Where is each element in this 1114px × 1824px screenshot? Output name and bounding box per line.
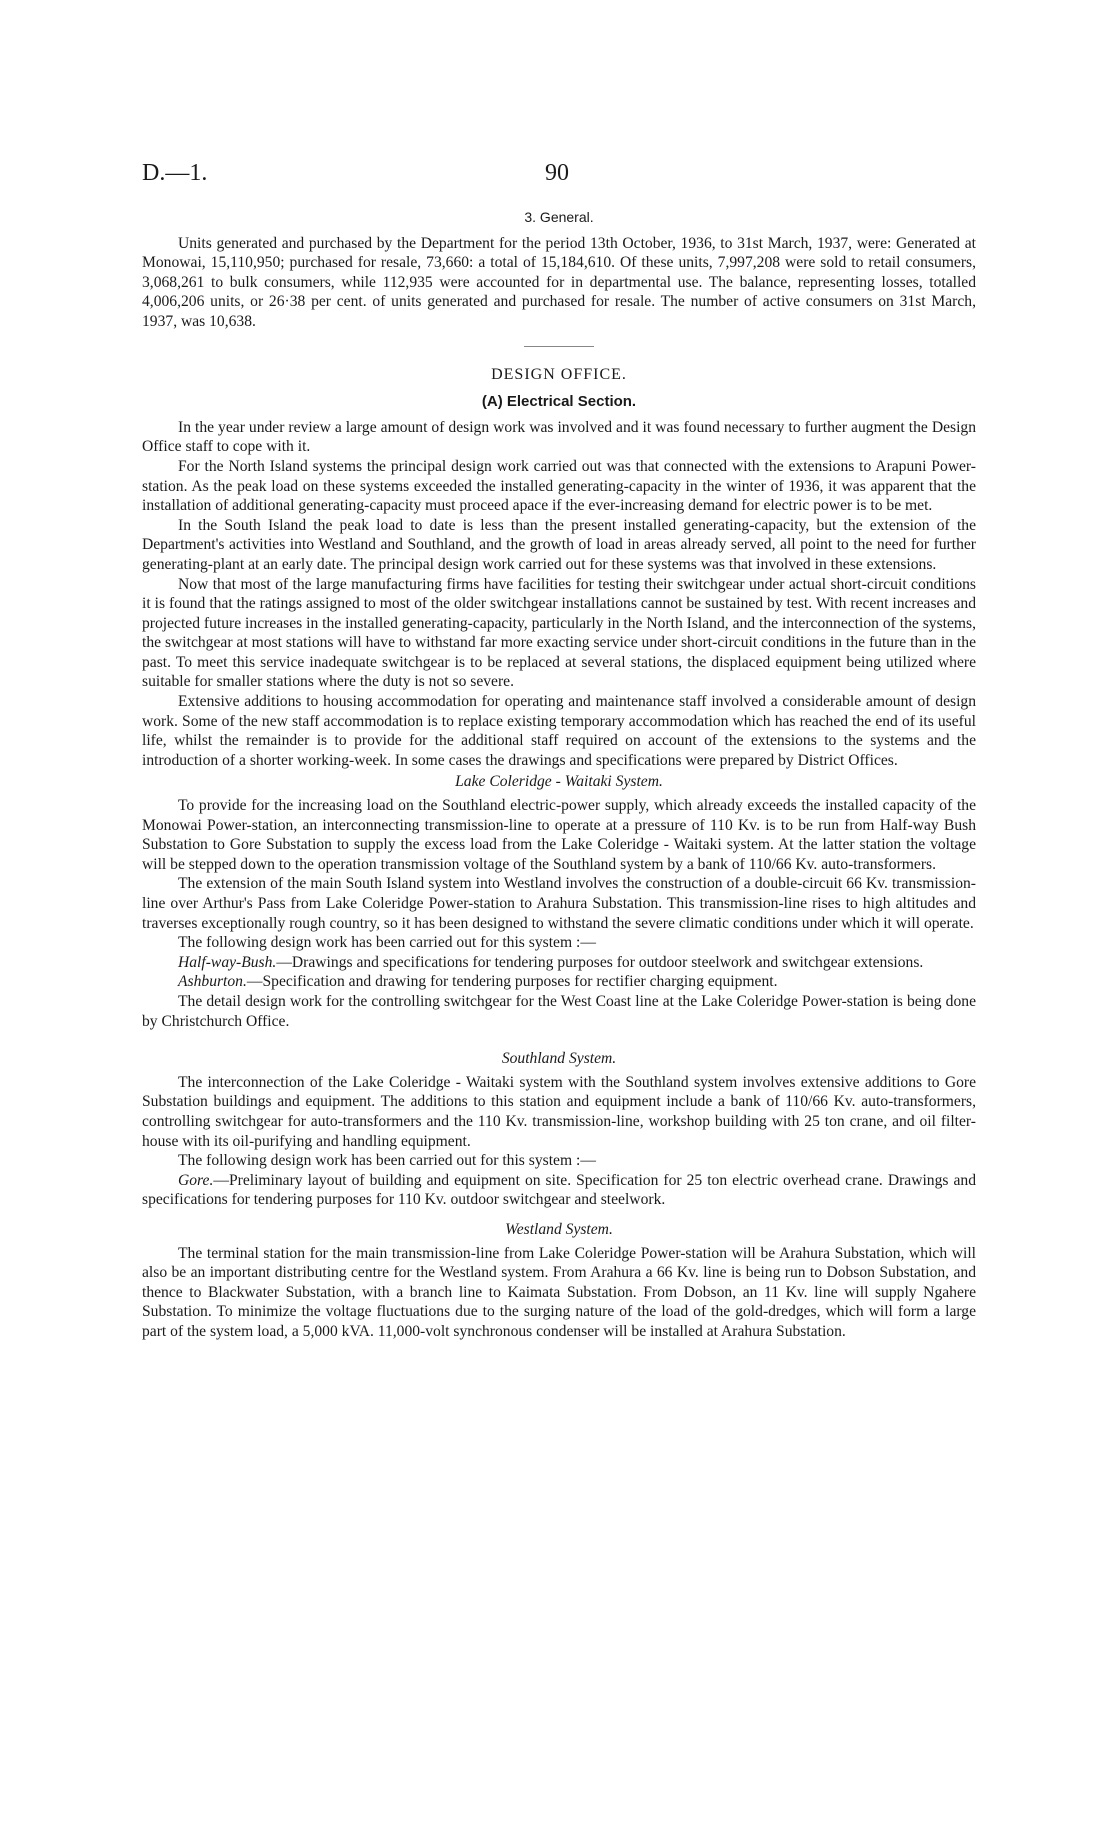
work-item-name: Gore. [178, 1171, 214, 1189]
work-item-name: Ashburton. [178, 973, 247, 991]
coleridge-system-heading: Lake Coleridge - Waitaki System. [455, 773, 663, 791]
page-header [0, 160, 1114, 190]
paragraph: In the year under review a large amount of design work was involved and it was found necessary to further augment the Design Office staff to cope with it. [142, 418, 976, 456]
work-item-name: Half-way-Bush. [178, 953, 277, 971]
general-paragraph: Units generated and purchased by the Department for the period 13th October, 1936, to 31st March, 1937, were: Generated at Monowai, 15,110,950; purchased for resale, 73,660: a total of 15,184,610. Of these units, 7,997,208 were sold to retail consumers, 3,068,261 to bulk consumers, while 112,935 were accounted for in departmental use. The balance, representing losses, totalled 4,006,206 units, or 26·38 per cent. of units generated and purchased for resale. The number of active consumers on 31st March, 1937, was 10,638. [142, 234, 976, 330]
westland-system-heading: Westland System. [505, 1220, 613, 1238]
work-item-text: —Specification and drawing for tendering purposes for rectifier charging equipment. [246, 973, 778, 991]
work-item-text: —Preliminary layout of building and equipment on site. Specification for 25 ton electric overhead crane. Drawings and specifications for tendering purposes for 110 Kv. outdoor switchgear and steelwork. [142, 1171, 976, 1209]
paragraph: The following design work has been carried out for this system :— [178, 934, 596, 952]
paragraph: The interconnection of the Lake Coleridge - Waitaki system with the Southland system involves extensive additions to Gore Substation buildings and equipment. The additions to this station and equipment include a bank of 110/66 Kv. auto-transformers, controlling switchgear for auto-transformers and the 110 Kv. transmission-line, workshop building with 25 ton crane, and oil filter-house with its oil-purifying and handling equipment. [142, 1073, 976, 1150]
page-number: 90 [545, 160, 569, 186]
work-item [142, 953, 976, 973]
page-body [142, 208, 976, 1341]
design-office-heading: DESIGN OFFICE. [491, 365, 627, 383]
paragraph: The following design work has been carried out for this system :— [178, 1152, 596, 1170]
paragraph: The detail design work for the controlling switchgear for the West Coast line at the Lake Coleridge Power-station is being done by Christchurch Office. [142, 992, 976, 1030]
document-code: D.—1. [142, 160, 208, 186]
paragraph: Extensive additions to housing accommodation for operating and maintenance staff involved a considerable amount of design work. Some of the new staff accommodation is to replace existing temporary accommodation which has reached the end of its useful life, whilst the remainder is to provide for the additional staff required on account of the extensions to the systems and the introduction of a shorter working-week. In some cases the drawings and specifications were prepared by District Offices. [142, 693, 976, 769]
section-divider [524, 346, 594, 347]
paragraph: The terminal station for the main transmission-line from Lake Coleridge Power-station will be Arahura Substation, which will also be an important distributing centre for the Westland system. From Arahura a 66 Kv. line is being run to Dobson Substation, and thence to Blackwater Substation, with a branch line to Kaimata Substation. From Dobson, an 11 Kv. line will supply Ngahere Substation. To minimize the voltage fluctuations due to the surging nature of the load of the gold-dredges, which will form a large part of the system load, a 5,000 kVA. 11,000-volt synchronous condenser will be installed at Arahura Substation. [142, 1244, 976, 1340]
work-item [142, 972, 976, 992]
southland-system-heading: Southland System. [501, 1050, 617, 1068]
electrical-section-heading: (A) Electrical Section. [481, 393, 637, 411]
work-item [142, 1171, 976, 1210]
section-heading-general: 3. General. [524, 209, 594, 225]
paragraph: To provide for the increasing load on the Southland electric-power supply, which already exceeds the installed capacity of the Monowai Power-station, an interconnecting transmission-line to operate at a pressure of 110 Kv. is to be run from Half-way Bush Substation to Gore Substation to supply the excess load from the Lake Coleridge - Waitaki system. At the latter station the voltage will be stepped down to the operation transmission voltage of the Southland system by a bank of 110/66 Kv. auto-transformers. [142, 797, 976, 873]
paragraph: The extension of the main South Island system into Westland involves the construction of a double-circuit 66 Kv. transmission-line over Arthur's Pass from Lake Coleridge Power-station to Arahura Substation. This transmission-line rises to high altitudes and traverses exceptionally rough country, so it has been designed to withstand the severe climatic conditions under which it will operate. [142, 875, 976, 932]
paragraph: Now that most of the large manufacturing firms have facilities for testing their switchgear under actual short-circuit conditions it is found that the ratings assigned to most of the older switchgear installations cannot be sustained by test. With recent increases and projected future increases in the installed generating-capacity, particularly in the North Island, and the interconnection of the systems, the switchgear at most stations will have to withstand far more exacting service under short-circuit conditions in the future than in the past. To meet this service inadequate switchgear is to be replaced at several stations, the displaced equipment being utilized where suitable for smaller stations where the duty is not so severe. [142, 575, 976, 691]
work-item-text: —Drawings and specifications for tendering purposes for outdoor steelwork and switchgear extensions. [276, 953, 924, 971]
paragraph: For the North Island systems the principal design work carried out was that connected with the extensions to Arapuni Power-station. As the peak load on these systems exceeded the installed generating-capacity in the winter of 1936, it was apparent that the installation of additional generating-capacity must proceed apace if the ever-increasing demand for electric power is to be met. [142, 457, 976, 515]
paragraph: In the South Island the peak load to date is less than the present installed generating-capacity, but the extension of the Department's activities into Westland and Southland, and the growth of load in areas already served, all point to the need for further generating-plant at an early date. The principal design work carried out for these systems was that involved in these extensions. [142, 516, 976, 573]
